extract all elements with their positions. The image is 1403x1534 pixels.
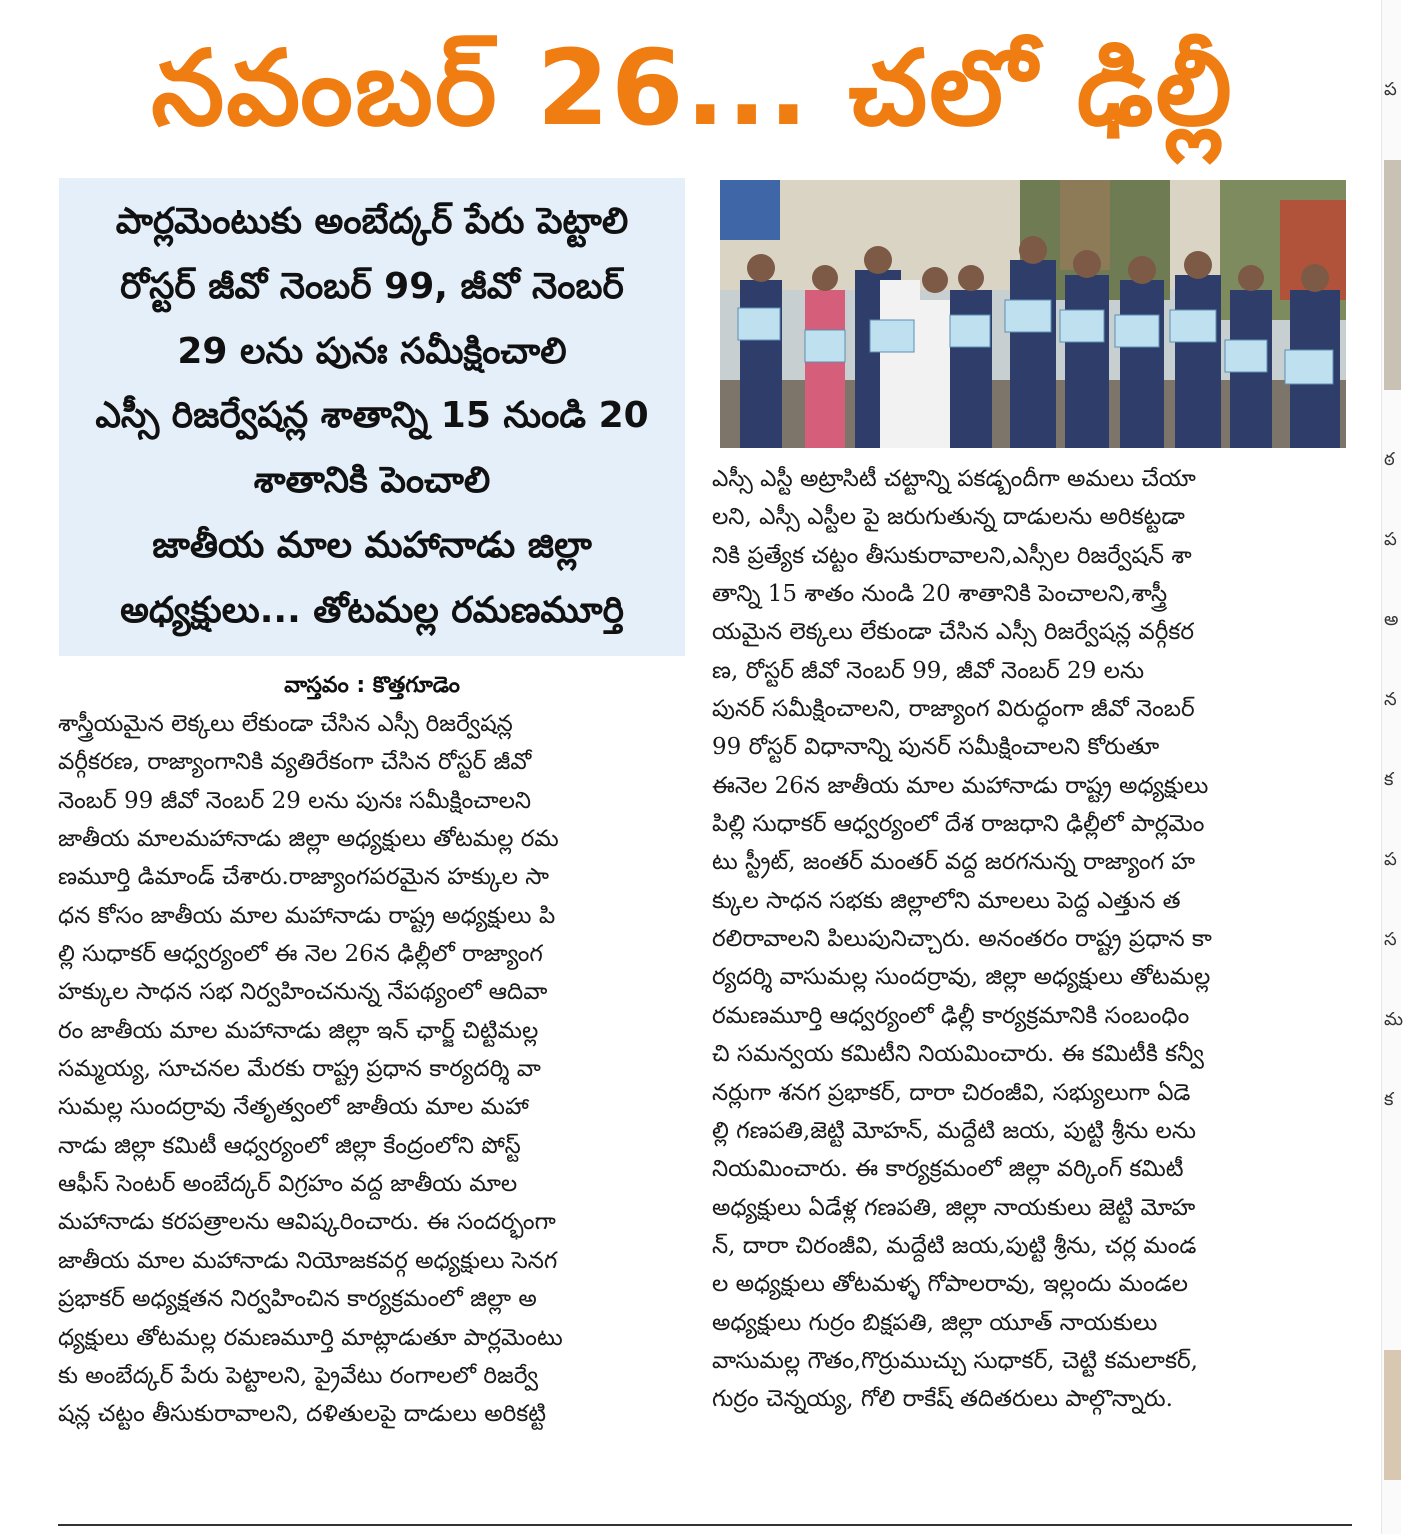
article-line: లని, ఎస్సీ ఎస్టీల పై జరుగుతున్న దాడులను అరికట్టడా: [712, 504, 1185, 531]
article-line: ఆఫీస్ సెంటర్ అంబేద్కర్ విగ్రహం వద్ద జాతీయ మాల: [58, 1171, 518, 1198]
article-line: సుమల్ల సుందర్రావు నేతృత్వంలో జాతీయ మాల మహా: [58, 1094, 529, 1121]
article-line: నాడు జిల్లా కమిటీ ఆధ్వర్యంలో జిల్లా కేంద్రంలోని పోస్ట్: [58, 1132, 521, 1159]
strip-photo: [1384, 1350, 1401, 1480]
article-line: జాతీయ మాల మహానాడు నియోజకవర్గ అధ్యక్షులు సెనగ: [58, 1247, 558, 1274]
article-line: అధ్యక్షులు గుర్రం బిక్షపతి, జిల్లా యూత్ నాయకులు: [712, 1309, 1158, 1336]
strip-glyph: ఠ: [1384, 449, 1395, 470]
article-line: సమ్మయ్య, సూచనల మేరకు రాష్ట్ర ప్రధాన కార్యదర్శి వా: [58, 1056, 541, 1083]
strip-glyph: ప: [1384, 849, 1397, 870]
highlight-line: జాతీయ మాల మహానాడు జిల్లా: [152, 525, 592, 566]
article-line: క్కుల సాధన సభకు జిల్లాలోని మాలలు పెద్ద ఎత్తున త: [712, 887, 1181, 914]
highlight-line: ఎస్సీ రిజర్వేషన్ల శాతాన్ని 15 నుండి 20: [95, 395, 649, 436]
article-line: ణ, రోస్టర్ జీవో నెంబర్ 99, జీవో నెంబర్ 29 లను: [712, 657, 1145, 684]
article-line: ఎస్సీ ఎస్టీ అట్రాసిటీ చట్టాన్ని పకడ్బందీగా అమలు చేయా: [712, 466, 1196, 492]
highlight-line: పార్లమెంటుకు అంబేద్కర్ పేరు పెట్టాలి: [115, 201, 629, 242]
article-line: ఈనెల 26న జాతీయ మాల మహానాడు రాష్ట్ర అధ్యక్షులు: [712, 772, 1209, 799]
strip-glyph: న: [1384, 689, 1397, 710]
article-line: యమైన లెక్కలు లేకుండా చేసిన ఎస్సీ రిజర్వేషన్ల వర్గీకర: [712, 619, 1195, 646]
article-line: గుర్రం చెన్నయ్య, గోలి రాకేష్ తదితరులు పాల్గొన్నారు.: [712, 1386, 1173, 1413]
highlight-line: రోస్టర్ జీవో నెంబర్ 99, జీవో నెంబర్: [120, 266, 624, 307]
strip-glyph: అ: [1384, 609, 1399, 630]
highlight-line: 29 లను పునః సమీక్షించాలి: [177, 331, 567, 372]
article-line: రమణమూర్తి ఆధ్వర్యంలో ఢిల్లీ కార్యక్రమానికి సంబంధిం: [712, 1002, 1190, 1029]
strip-glyph: ప: [1384, 79, 1397, 100]
article-line: ప్రభాకర్ అధ్యక్షతన నిర్వహించిన కార్యక్రమంలో జిల్లా అ: [58, 1286, 537, 1313]
article-line: నికి ప్రత్యేక చట్టం తీసుకురావాలని,ఎస్సీల రిజర్వేషన్ శా: [712, 542, 1192, 569]
strip-glyph: క: [1384, 769, 1394, 790]
strip-glyph: క: [1384, 1089, 1394, 1110]
article-line: ణమూర్తి డిమాండ్ చేశారు.రాజ్యాంగపరమైన హక్కుల సా: [58, 864, 549, 891]
article-line: నెంబర్ 99 జీవో నెంబర్ 29 లను పునః సమీక్షించాలని: [58, 787, 532, 814]
article-line: ల అధ్యక్షులు తోటమళ్ళ గోపాలరావు, ఇల్లందు మండల: [712, 1271, 1188, 1298]
article-column-right: [712, 460, 1352, 1419]
article-line: ర్యదర్శి వాసుమల్ల సుందర్రావు, జిల్లా అధ్యక్షులు తోటమల్ల: [712, 964, 1211, 991]
article-column-left: [58, 705, 690, 1434]
article-line: జాతీయ మాలమహానాడు జిల్లా అధ్యక్షులు తోటమల్ల రమ: [58, 826, 559, 853]
article-line: నియమించారు. ఈ కార్యక్రమంలో జిల్లా వర్కింగ్ కమిటీ: [712, 1156, 1184, 1183]
news-photo-illustration: [720, 180, 1346, 448]
highlight-box: [59, 178, 685, 656]
article-line: కు అంబేద్కర్ పేరు పెట్టాలని, ప్రైవేటు రంగాలలో రిజర్వే: [58, 1362, 538, 1389]
article-line: చి సమన్వయ కమిటీని నియమించారు. ఈ కమిటీకి కన్వీ: [712, 1041, 1204, 1068]
news-photo: [720, 180, 1346, 448]
highlight-line: అధ్యక్షులు... తోటమల్ల రమణమూర్తి: [120, 590, 624, 631]
article-line: టు స్ట్రీట్, జంతర్ మంతర్ వద్ద జరగనున్న రాజ్యాంగ హ: [712, 849, 1195, 876]
article-line: ల్లి సుధాకర్ ఆధ్వర్యంలో ఈ నెల 26న ఢిల్లీలో రాజ్యాంగ: [58, 941, 543, 968]
article-line: అధ్యక్షులు ఏడేళ్ల గణపతి, జిల్లా నాయకులు జెట్టి మోహ: [712, 1194, 1196, 1221]
strip-glyph: స: [1384, 929, 1397, 950]
article-line: పునర్ సమీక్షించాలని, రాజ్యాంగ విరుద్ధంగా జీవో నెంబర్: [712, 696, 1195, 723]
article-line: న్, దారా చిరంజీవి, మద్దేటి జయ,పుట్టి శ్రీను, చర్ల మండ: [712, 1232, 1197, 1259]
dateline: వాస్తవం : కొత్తగూడెం: [284, 673, 460, 698]
article-line: వర్గీకరణ, రాజ్యాంగానికి వ్యతిరేకంగా చేసిన రోస్టర్ జీవో: [58, 749, 532, 776]
article-line: మహానాడు కరపత్రాలను ఆవిష్కరించారు. ఈ సందర్భంగా: [58, 1209, 556, 1236]
article-line: ధ్యక్షులు తోటమల్ల రమణమూర్తి మాట్లాడుతూ పార్లమెంటు: [58, 1324, 563, 1351]
highlight-line: శాతానికి పెంచాలి: [253, 460, 491, 501]
article-line: హక్కుల సాధన సభ నిర్వహించనున్న నేపథ్యంలో ఆదివా: [58, 979, 548, 1006]
strip-glyph: ప: [1384, 529, 1397, 550]
strip-photo: [1384, 160, 1401, 390]
bottom-rule: [58, 1524, 1352, 1526]
article-line: నర్లుగా శనగ ప్రభాకర్, దారా చిరంజీవి, సభ్యులుగా ఏడె: [712, 1079, 1191, 1106]
article-line: తాన్ని 15 శాతం నుండి 20 శాతానికి పెంచాలని,శాస్త్రీ: [712, 581, 1168, 608]
article-line: వాసుమల్ల గౌతం,గొర్రుముచ్చు సుధాకర్, చెట్టి కమలాకర్,: [712, 1347, 1198, 1374]
article-line: 99 రోస్టర్ విధానాన్ని పునర్ సమీక్షించాలని కోరుతూ: [712, 734, 1160, 761]
article-line: షన్ల చట్టం తీసుకురావాలని, దళితులపై దాడులు అరికట్టి: [58, 1401, 546, 1428]
strip-glyph: మ: [1384, 1009, 1403, 1030]
article-line: ల్లి గణపతి,జెట్టి మోహన్, మద్దేటి జయ, పుట్టి శ్రీను లను: [712, 1117, 1196, 1144]
article-line: శాస్త్రీయమైన లెక్కలు లేకుండా చేసిన ఎస్సీ రిజర్వేషన్ల: [58, 711, 513, 737]
headline: నవంబర్ 26... చలో ఢిల్లీ: [151, 27, 1234, 149]
adjacent-article-strip: [1381, 0, 1401, 1534]
article-line: ధన కోసం జాతీయ మాల మహానాడు రాష్ట్ర అధ్యక్షులు పి: [58, 902, 556, 929]
article-line: పిల్లి సుధాకర్ ఆధ్వర్యంలో దేశ రాజధాని ఢిల్లీలో పార్లమెం: [712, 811, 1205, 838]
article-line: రం జాతీయ మాల మహానాడు జిల్లా ఇన్ ఛార్జ్ చిట్టిమల్ల: [58, 1017, 539, 1044]
article-line: రలిరావాలని పిలుపునిచ్చారు. అనంతరం రాష్ట్ర ప్రధాన కా: [712, 926, 1212, 953]
